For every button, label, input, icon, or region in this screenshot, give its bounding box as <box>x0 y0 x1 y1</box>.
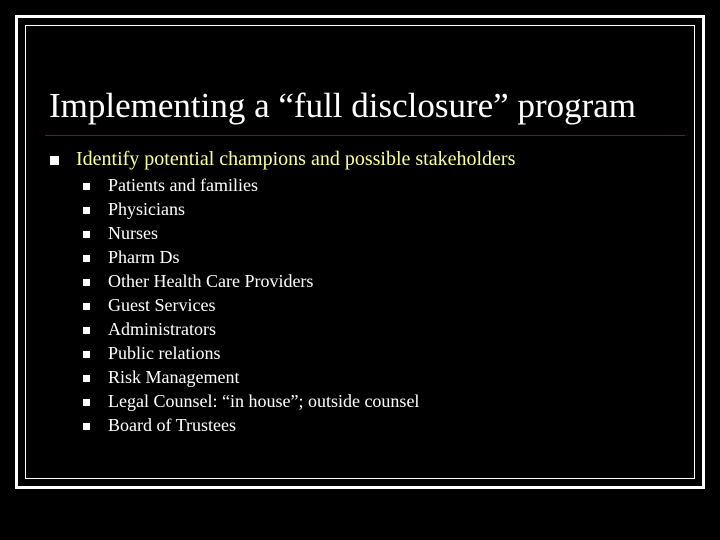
list-item <box>83 221 419 245</box>
list-item-text: Guest Services <box>108 294 216 315</box>
list-item <box>83 269 419 293</box>
list-item-text: Nurses <box>108 222 158 243</box>
square-bullet-icon <box>83 327 90 334</box>
square-bullet-icon <box>83 255 90 262</box>
list-item-text: Legal Counsel: “in house”; outside counsel <box>108 390 420 411</box>
list-item-text: Board of Trustees <box>108 414 237 435</box>
list-item-text: Risk Management <box>108 366 240 387</box>
stakeholder-list <box>83 173 419 437</box>
list-item-text: Administrators <box>108 318 216 339</box>
square-bullet-icon <box>83 183 90 190</box>
list-item <box>83 173 419 197</box>
list-item-text: Physicians <box>108 198 186 219</box>
list-item-text: Pharm Ds <box>108 246 180 267</box>
square-bullet-icon <box>83 351 90 358</box>
square-bullet-icon <box>50 156 59 165</box>
square-bullet-icon <box>83 423 90 430</box>
main-bullet-item <box>50 146 515 172</box>
list-item-text: Other Health Care Providers <box>108 270 314 291</box>
main-bullet-text: Identify potential champions and possible stakeholders <box>76 147 516 170</box>
list-item <box>83 293 419 317</box>
square-bullet-icon <box>83 399 90 406</box>
list-item <box>83 341 419 365</box>
list-item <box>83 197 419 221</box>
list-item <box>83 365 419 389</box>
square-bullet-icon <box>83 279 90 286</box>
list-item-text: Patients and families <box>108 174 258 195</box>
square-bullet-icon <box>83 375 90 382</box>
square-bullet-icon <box>83 231 90 238</box>
list-item-text: Public relations <box>108 342 221 363</box>
slide-title: Implementing a “full disclosure” program <box>49 86 637 125</box>
square-bullet-icon <box>83 207 90 214</box>
list-item <box>83 413 419 437</box>
list-item <box>83 389 419 413</box>
list-item <box>83 317 419 341</box>
square-bullet-icon <box>83 303 90 310</box>
list-item <box>83 245 419 269</box>
title-divider <box>45 135 685 136</box>
